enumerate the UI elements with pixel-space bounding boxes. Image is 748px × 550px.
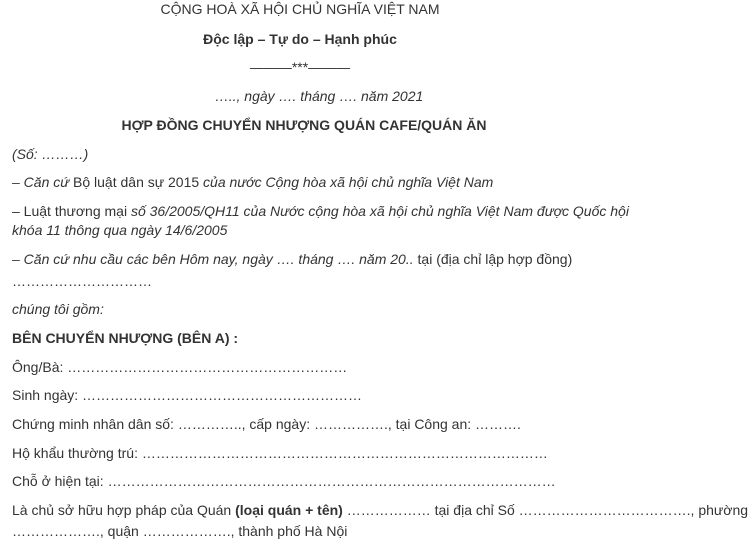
basis-commerce-law-line2: khóa 11 thông qua ngày 14/6/2005: [12, 222, 228, 238]
basis-civil-code: [12, 173, 493, 191]
basis-commerce-rest: số 36/2005/QH11 của Nước cộng hòa xã hội chủ nghĩa Việt Nam được Quốc hội: [130, 203, 629, 219]
basis-civil-code-suffix: của nước Cộng hòa xã hội chủ nghĩa Việt Nam: [199, 174, 494, 190]
party-a-owner-line: [12, 501, 748, 519]
party-a-household-field: Hộ khẩu thường trú: ……………………………………………………………………………: [12, 445, 548, 461]
contract-number: (Số: ………): [12, 146, 89, 162]
party-a-current-address-field: Chỗ ở hiện tại: ……………………………………………………………………………………: [12, 473, 556, 489]
we-include-label: chúng tôi gồm:: [12, 301, 104, 317]
basis-civil-code-prefix: – Căn cứ: [12, 174, 74, 190]
owner-suffix: ……………… tại địa chỉ Số ………………………………., phường: [342, 502, 748, 518]
basis-commerce-prefix: – Luật thương mại: [12, 203, 131, 219]
nation-heading: CỘNG HOÀ XÃ HỘI CHỦ NGHĨA VIỆT NAM: [160, 1, 440, 17]
contract-title: HỢP ĐỒNG CHUYỂN NHƯỢNG QUÁN CAFE/QUÁN ĂN: [121, 117, 487, 133]
owner-shop-type: (loại quán + tên): [235, 502, 343, 518]
date-line: ….., ngày …. tháng …. năm 2021: [214, 88, 424, 104]
party-a-name-field: Ông/Bà: ……………………………………………………: [12, 359, 348, 375]
party-a-heading: BÊN CHUYỂN NHƯỢNG (BÊN A) :: [12, 330, 239, 346]
basis-commerce-law: [12, 202, 629, 220]
party-a-owner-line2: ………………., quận ………………., thành phố Hà Nội: [12, 523, 348, 539]
owner-prefix: Là chủ sở hữu hợp pháp của Quán: [12, 502, 236, 518]
national-motto: Độc lập – Tự do – Hạnh phúc: [203, 31, 397, 47]
basis-civil-code-main: Bộ luật dân sự 2015: [73, 174, 200, 190]
header-separator: ———***———: [249, 59, 351, 75]
party-a-id-card-field: Chứng minh nhân dân số: ………….., cấp ngày: ……………., tại Công an: ……….: [12, 416, 521, 432]
basis-needs-line2: …………………………: [12, 273, 152, 289]
basis-needs: [12, 250, 572, 268]
basis-needs-suffix: tại (địa chỉ lập hợp đồng): [413, 251, 573, 267]
party-a-dob-field: Sinh ngày: ……………………………………………………: [12, 387, 363, 403]
basis-needs-prefix: – Căn cứ nhu cầu các bên Hôm nay, ngày …. tháng …. năm 20..: [12, 251, 414, 267]
